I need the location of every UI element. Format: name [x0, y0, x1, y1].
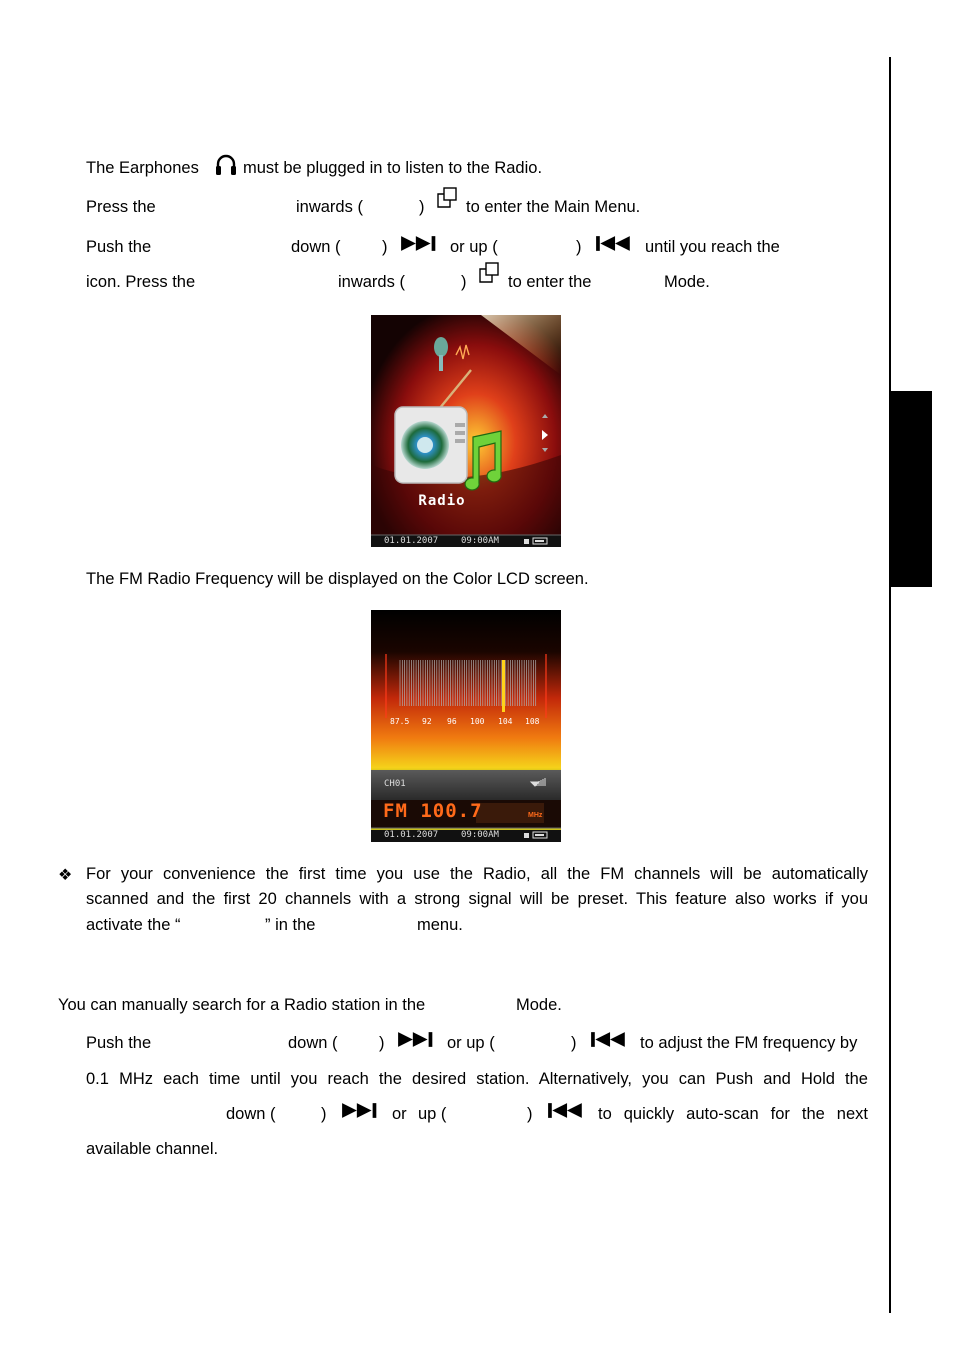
text-push-the: Push the [86, 1034, 152, 1052]
text-inwards: inwards ( [296, 198, 363, 216]
text-or: or [392, 1105, 407, 1123]
text-down: down ( [291, 238, 341, 256]
text-close-paren: ) [379, 1034, 385, 1052]
skip-next-icon [340, 1102, 380, 1119]
scale-label: 87.5 [390, 717, 410, 726]
text-inwards: inwards ( [338, 273, 405, 291]
note-line: For your convenience the first time you use the Radio, all the FM channels will be automatically [86, 865, 868, 883]
skip-previous-icon [594, 235, 634, 252]
skip-next-icon [396, 1031, 436, 1048]
scale-label: 108 [525, 717, 540, 726]
text-or-up: or up ( [447, 1034, 495, 1052]
note-line: menu. [417, 916, 463, 934]
text-earphones: The Earphones [86, 159, 199, 177]
status-time: 09:00AM [461, 830, 499, 840]
text-adjust-frequency: to adjust the FM frequency by [640, 1034, 858, 1052]
text-close-paren: ) [321, 1105, 327, 1123]
text-press-the: Press the [86, 198, 156, 216]
fm-radio-screenshot [371, 610, 561, 842]
note-bullet-icon: ❖ [58, 867, 73, 884]
screen-caption: The FM Radio Frequency will be displayed on the Color LCD screen. [86, 570, 589, 588]
menu-radio-label: Radio [418, 493, 466, 509]
text-mode: Mode. [516, 996, 562, 1014]
text-mode: Mode. [664, 273, 710, 291]
enter-square-icon [436, 187, 458, 209]
text-auto-scan: to quickly auto-scan for the next [598, 1105, 868, 1123]
text-close-paren: ) [571, 1034, 577, 1052]
headphones-icon [214, 154, 238, 176]
vertical-margin-rule [889, 57, 891, 1313]
text-close-paren: ) [461, 273, 467, 291]
text-or-up: or up ( [450, 238, 498, 256]
text-close-paren: ) [576, 238, 582, 256]
scale-label: 92 [422, 717, 432, 726]
text-enter-main-menu: to enter the Main Menu. [466, 198, 641, 216]
scale-label: 104 [498, 717, 513, 726]
text-up: up ( [418, 1105, 447, 1123]
text-until-reach: until you reach the [645, 238, 780, 256]
note-line: activate the “ [86, 916, 181, 934]
chapter-tab [891, 391, 932, 587]
status-date: 01.01.2007 [384, 536, 439, 546]
text-icon-press-the: icon. Press the [86, 273, 196, 291]
skip-previous-icon [589, 1031, 629, 1048]
note-line: scanned and the first 20 channels with a strong signal will be preset. This feature also works if you [86, 890, 868, 908]
text-available-channel: available channel. [86, 1140, 219, 1158]
channel-label: CH01 [384, 779, 406, 789]
text-line: 0.1 MHz each time until you reach the desired station. Alternatively, you can Push and Hold the [86, 1070, 868, 1088]
text-close-paren: ) [527, 1105, 533, 1123]
text-down: down ( [288, 1034, 338, 1052]
note-line: ” in the [265, 916, 316, 934]
text-close-paren: ) [419, 198, 425, 216]
text-manual-search: You can manually search for a Radio station in the [58, 996, 426, 1014]
scale-label: 96 [447, 717, 457, 726]
scale-label: 100 [470, 717, 485, 726]
text-down: down ( [226, 1105, 276, 1123]
text-push-the: Push the [86, 238, 152, 256]
frequency-unit: MHz [528, 812, 543, 819]
frequency-display: FM 100.7 [383, 800, 483, 822]
enter-square-icon [478, 262, 500, 284]
radio-menu-screenshot [371, 315, 561, 547]
status-date: 01.01.2007 [384, 830, 439, 840]
skip-next-icon [399, 235, 439, 252]
text-to-enter-the: to enter the [508, 273, 592, 291]
text-must-be-plugged: must be plugged in to listen to the Radio. [243, 159, 543, 177]
text-close-paren: ) [382, 238, 388, 256]
skip-previous-icon [546, 1102, 586, 1119]
status-time: 09:00AM [461, 536, 499, 546]
